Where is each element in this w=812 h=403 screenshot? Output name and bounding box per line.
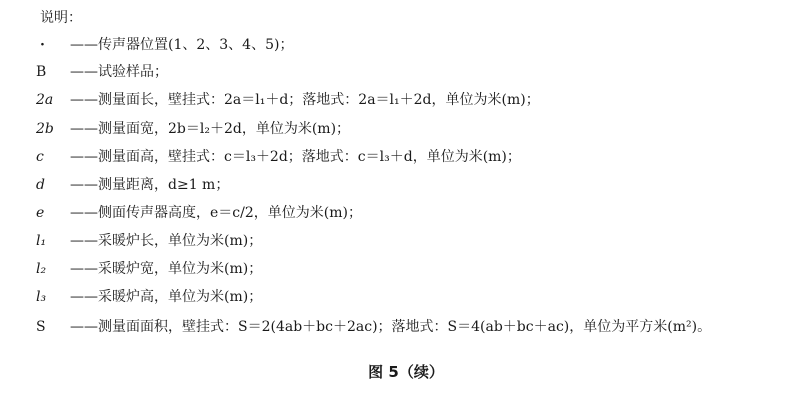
legend-description: ——传声器位置(1、2、3、4、5)； [70, 37, 294, 53]
legend-symbol: S [36, 319, 46, 335]
legend-symbol: l₃ [36, 289, 47, 305]
legend-description: ——测量面高，壁挂式：c＝l₃＋2d；落地式：c＝l₃＋d，单位为米(m)； [70, 149, 521, 165]
legend-description: ——侧面传声器高度，e＝c/2，单位为米(m)； [70, 205, 362, 221]
legend-description: ——试验样品； [70, 64, 168, 80]
legend-row-measure-width [0, 118, 812, 140]
legend-row-test-sample [0, 61, 812, 83]
legend-symbol: c [36, 149, 44, 165]
legend-row-side-mic-height [0, 202, 812, 224]
legend-symbol: l₂ [36, 261, 47, 277]
legend-row-microphone-position [0, 34, 812, 56]
legend-row-measure-height [0, 146, 812, 168]
figure-caption: 图 5（续） [368, 363, 444, 381]
legend-description: ——测量面长，壁挂式：2a＝l₁＋d；落地式：2a＝l₁＋2d，单位为米(m)； [70, 92, 540, 108]
legend-symbol: l₁ [36, 233, 47, 249]
legend-row-measure-area [0, 316, 812, 338]
legend-symbol: · [40, 37, 45, 53]
legend-row-heater-width [0, 258, 812, 280]
legend-description: ——测量面宽，2b＝l₂＋2d，单位为米(m)； [70, 121, 351, 137]
legend-row-measure-distance [0, 174, 812, 196]
legend-row-heater-length [0, 230, 812, 252]
legend-heading: 说明： [40, 10, 82, 26]
legend-description: ——测量距离，d≥1 m； [70, 177, 230, 193]
legend-symbol: B [36, 64, 47, 80]
legend-description: ——测量面面积，壁挂式：S＝2(4ab＋bc＋2ac)；落地式：S＝4(ab＋bc＋ac)，单位为平方米(m²)。 [70, 319, 712, 335]
legend-symbol: d [36, 177, 45, 193]
legend-description: ——采暖炉长，单位为米(m)； [70, 233, 263, 249]
legend-row-measure-length [0, 89, 812, 111]
legend-symbol: e [36, 205, 45, 221]
legend-symbol: 2a [36, 92, 54, 108]
legend-description: ——采暖炉宽，单位为米(m)； [70, 261, 263, 277]
legend-row-heater-height [0, 286, 812, 308]
legend-symbol: 2b [36, 121, 54, 137]
legend-description: ——采暖炉高，单位为米(m)； [70, 289, 263, 305]
